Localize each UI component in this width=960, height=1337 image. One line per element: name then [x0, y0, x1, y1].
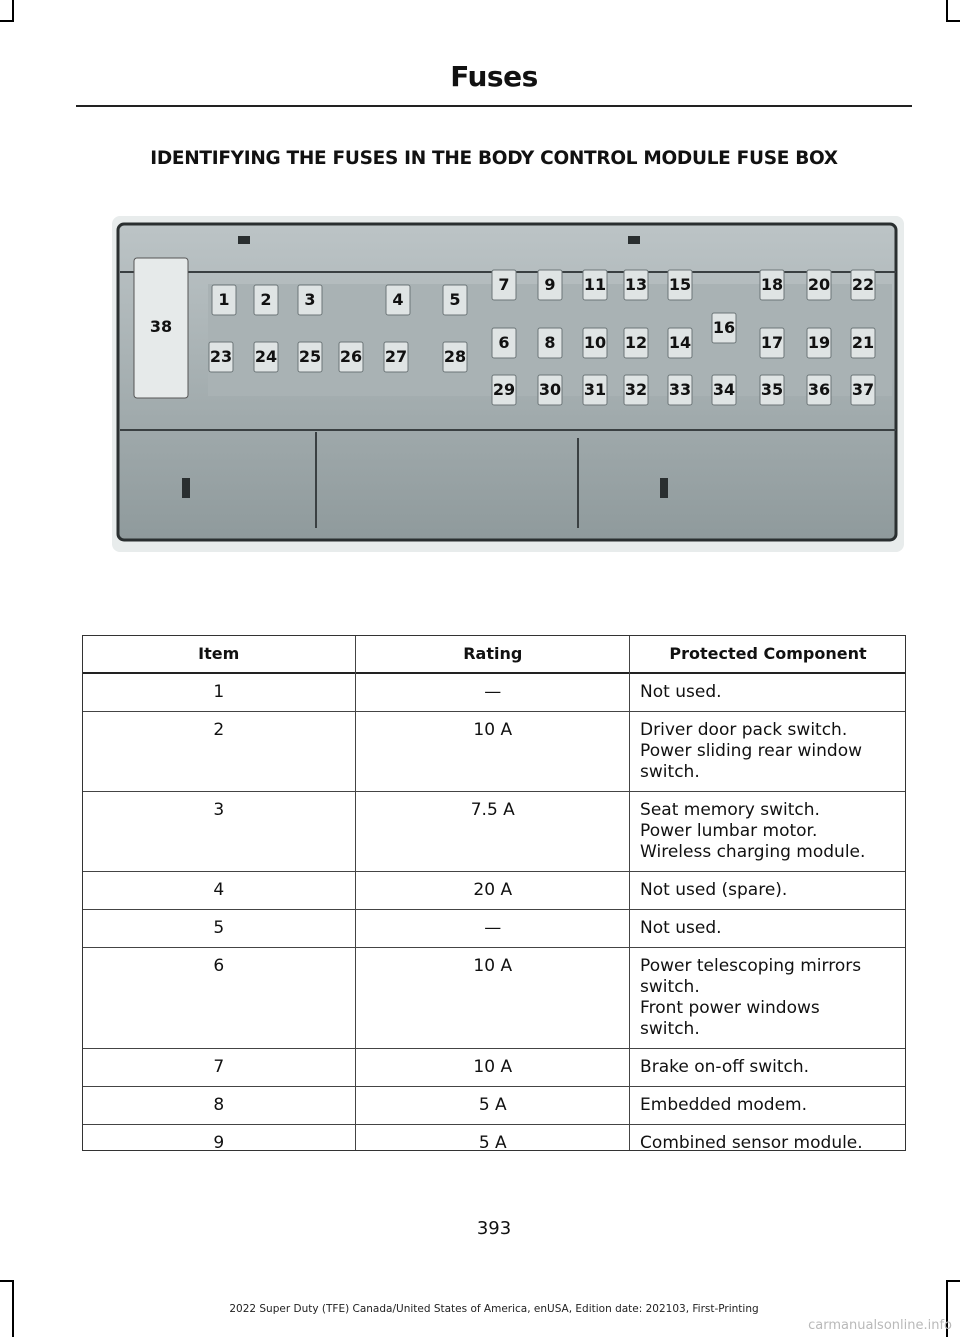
fuse-label-7: 7 — [498, 275, 510, 294]
cell-component — [630, 792, 906, 872]
column-header-component: Protected Component — [630, 635, 906, 673]
cell-component — [630, 712, 906, 792]
edition-footer: 2022 Super Duty (TFE) Canada/United States of America, enUSA, Edition date: 202103, First-Printing — [229, 1303, 759, 1315]
table-row — [82, 712, 906, 792]
crop-mark — [946, 0, 948, 22]
component-line: Brake on-off switch. — [640, 1057, 810, 1077]
component-line: Power sliding rear window — [640, 741, 863, 761]
cell-rating: — — [355, 910, 630, 948]
fuse-label-8: 8 — [544, 333, 556, 352]
fuse-label-34: 34 — [712, 380, 736, 399]
component-line: Driver door pack switch. — [640, 720, 848, 740]
fuse-label-37: 37 — [851, 380, 875, 399]
component-line: Power lumbar motor. — [640, 821, 818, 841]
component-line: Power telescoping mirrors — [640, 956, 862, 976]
fuse-label-14: 14 — [668, 333, 692, 352]
component-line: Embedded modem. — [640, 1095, 808, 1115]
component-line: Wireless charging module. — [640, 842, 866, 862]
cell-rating: 20 A — [355, 872, 630, 910]
section-heading: IDENTIFYING THE FUSES IN THE BODY CONTROL MODULE FUSE BOX — [150, 148, 838, 169]
cell-component — [630, 1049, 906, 1087]
fuse-label-31: 31 — [583, 380, 607, 399]
fuse-label-17: 17 — [760, 333, 784, 352]
fuse-label-26: 26 — [339, 347, 363, 366]
table-row — [82, 910, 906, 948]
fuse-label-38: 38 — [149, 317, 173, 336]
column-header-item: Item — [82, 635, 355, 673]
title-divider — [76, 105, 912, 107]
crop-mark — [12, 0, 14, 22]
fuse-label-27: 27 — [384, 347, 408, 366]
column-divider — [629, 636, 630, 1150]
component-line: Front power windows — [640, 998, 820, 1018]
fuse-label-12: 12 — [624, 333, 648, 352]
cell-rating: 10 A — [355, 712, 630, 792]
crop-mark — [946, 20, 960, 22]
crop-mark — [0, 20, 14, 22]
fuse-label-6: 6 — [498, 333, 510, 352]
cell-item: 3 — [82, 792, 355, 872]
fuse-label-36: 36 — [807, 380, 831, 399]
fuse-table — [82, 635, 906, 1162]
fuse-label-16: 16 — [712, 318, 736, 337]
fuse-label-13: 13 — [624, 275, 648, 294]
cell-rating: 5 A — [355, 1087, 630, 1125]
fuse-box-diagram — [108, 210, 908, 555]
cell-item: 2 — [82, 712, 355, 792]
component-line: switch. — [640, 977, 700, 997]
component-line: Seat memory switch. — [640, 800, 820, 820]
cell-rating: 5 A — [355, 1125, 630, 1163]
fuse-label-23: 23 — [209, 347, 233, 366]
component-line: switch. — [640, 1019, 700, 1039]
fuse-label-35: 35 — [760, 380, 784, 399]
fuse-label-25: 25 — [298, 347, 322, 366]
fuse-label-19: 19 — [807, 333, 831, 352]
component-line: Combined sensor module. — [640, 1133, 863, 1153]
fuse-label-22: 22 — [851, 275, 875, 294]
cell-rating: 7.5 A — [355, 792, 630, 872]
page-number: 393 — [476, 1218, 512, 1239]
fuse-label-21: 21 — [851, 333, 875, 352]
fuse-label-18: 18 — [760, 275, 784, 294]
cell-component — [630, 910, 906, 948]
table-row — [82, 948, 906, 1049]
cell-item: 7 — [82, 1049, 355, 1087]
table-row — [82, 673, 906, 712]
component-line: Not used. — [640, 918, 722, 938]
cell-rating: 10 A — [355, 948, 630, 1049]
table-row — [82, 872, 906, 910]
fuse-label-15: 15 — [668, 275, 692, 294]
fuse-label-5: 5 — [449, 290, 461, 309]
page-title: Fuses — [450, 60, 538, 93]
cell-component — [630, 948, 906, 1049]
fuse-label-3: 3 — [304, 290, 316, 309]
component-line: Not used (spare). — [640, 880, 788, 900]
fuse-label-30: 30 — [538, 380, 562, 399]
table-row — [82, 1125, 906, 1163]
cell-item: 9 — [82, 1125, 355, 1163]
fuse-label-9: 9 — [544, 275, 556, 294]
fuse-label-11: 11 — [583, 275, 607, 294]
crop-mark — [0, 1280, 14, 1282]
table-header-row — [82, 635, 906, 673]
cell-item: 6 — [82, 948, 355, 1049]
cell-item: 4 — [82, 872, 355, 910]
cell-item: 8 — [82, 1087, 355, 1125]
fuse-label-2: 2 — [260, 290, 272, 309]
cell-component — [630, 872, 906, 910]
component-line: Not used. — [640, 682, 722, 702]
fuse-label-33: 33 — [668, 380, 692, 399]
cell-item: 1 — [213, 682, 225, 702]
fuse-label-20: 20 — [807, 275, 831, 294]
cell-component — [630, 673, 906, 712]
table-row — [82, 1049, 906, 1087]
column-header-rating: Rating — [355, 635, 630, 673]
component-line: switch. — [640, 762, 700, 782]
fuse-label-29: 29 — [492, 380, 516, 399]
watermark: carmanualsonline.info — [808, 1318, 952, 1333]
column-divider — [355, 636, 356, 1150]
crop-mark — [946, 1280, 960, 1282]
fuse-label-1: 1 — [218, 290, 230, 309]
fuse-label-28: 28 — [443, 347, 467, 366]
fuse-label-4: 4 — [392, 290, 404, 309]
cell-rating: — — [484, 682, 502, 702]
cell-item: 5 — [82, 910, 355, 948]
cell-rating: 10 A — [355, 1049, 630, 1087]
table-row — [82, 1087, 906, 1125]
cell-component — [630, 1087, 906, 1125]
fuse-label-32: 32 — [624, 380, 648, 399]
fuse-label-10: 10 — [583, 333, 607, 352]
cell-component — [630, 1125, 906, 1163]
table-row — [82, 792, 906, 872]
fuse-label-24: 24 — [254, 347, 278, 366]
